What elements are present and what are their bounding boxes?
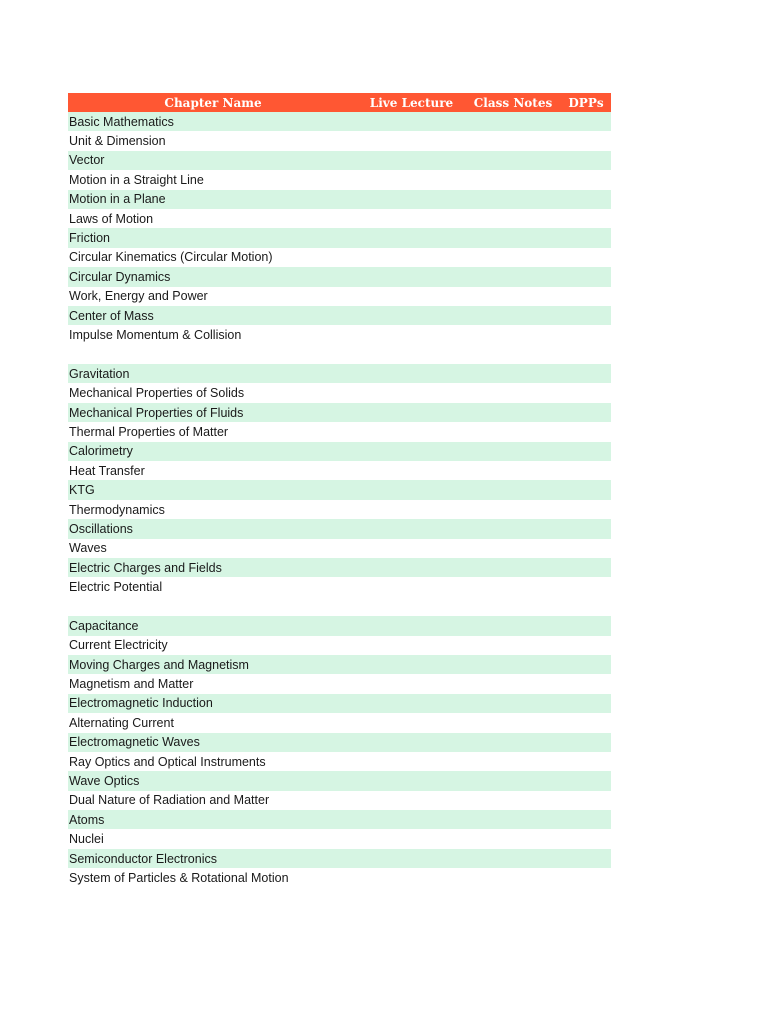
table-row	[68, 209, 611, 228]
chapter-name-cell: Alternating Current	[69, 715, 174, 730]
chapter-name-cell: Semiconductor Electronics	[69, 851, 217, 866]
chapter-name-cell: Motion in a Plane	[69, 192, 166, 207]
chapter-name-cell: Laws of Motion	[69, 211, 154, 226]
chapter-name-cell: Electromagnetic Waves	[69, 735, 200, 750]
table-row	[68, 791, 611, 810]
table-row	[68, 519, 611, 538]
header-chapter-name: Chapter Name	[164, 95, 262, 110]
table-row	[68, 287, 611, 306]
table-row	[68, 442, 611, 461]
table-row	[68, 674, 611, 693]
table-row	[68, 112, 611, 131]
table-row	[68, 713, 611, 732]
table-row	[68, 810, 611, 829]
chapter-name-cell: Ray Optics and Optical Instruments	[69, 754, 266, 769]
table-row	[68, 868, 611, 887]
chapter-name-cell: Circular Kinematics (Circular Motion)	[69, 250, 273, 265]
table-row	[68, 267, 611, 286]
chapter-name-cell: Mechanical Properties of Solids	[69, 386, 245, 401]
chapter-name-cell: Thermodynamics	[69, 502, 165, 517]
chapter-name-cell: Wave Optics	[69, 773, 140, 788]
header-class-notes: Class Notes	[473, 95, 553, 110]
table-row	[68, 694, 611, 713]
table-row	[68, 190, 611, 209]
table-row	[68, 636, 611, 655]
table-row	[68, 558, 611, 577]
table-row	[68, 461, 611, 480]
table-row	[68, 616, 611, 635]
table-row	[68, 500, 611, 519]
chapter-name-cell: Magnetism and Matter	[69, 677, 194, 692]
chapter-name-cell: Dual Nature of Radiation and Matter	[69, 793, 270, 808]
table-row	[68, 131, 611, 150]
table-row	[68, 539, 611, 558]
chapter-name-cell: Center of Mass	[69, 308, 154, 323]
table-row	[68, 422, 611, 441]
table-row	[68, 849, 611, 868]
table-row	[68, 577, 611, 596]
chapter-name-cell: Calorimetry	[69, 444, 133, 459]
chapter-name-cell: Moving Charges and Magnetism	[69, 657, 249, 672]
table-body	[68, 112, 611, 888]
chapter-name-cell: Heat Transfer	[69, 463, 145, 478]
chapter-name-cell: Waves	[69, 541, 107, 556]
chapter-name-cell: System of Particles & Rotational Motion	[69, 870, 289, 885]
table-row	[68, 383, 611, 402]
chapter-name-cell: Current Electricity	[69, 638, 168, 653]
table-row-empty	[68, 597, 611, 616]
chapter-name-cell: Motion in a Straight Line	[69, 172, 204, 187]
table-row	[68, 752, 611, 771]
table-row	[68, 480, 611, 499]
chapter-name-cell: Friction	[69, 231, 110, 246]
table-row	[68, 325, 611, 344]
header-live-lecture: Live Lecture	[369, 95, 454, 110]
chapter-name-cell: Unit & Dimension	[69, 134, 166, 149]
chapter-name-cell: Thermal Properties of Matter	[69, 424, 229, 439]
chapter-name-cell: KTG	[69, 483, 95, 498]
chapter-name-cell: Electric Charges and Fields	[69, 560, 222, 575]
table-row	[68, 248, 611, 267]
table-row	[68, 151, 611, 170]
table-row	[68, 771, 611, 790]
chapter-name-cell: Electromagnetic Induction	[69, 696, 213, 711]
chapter-name-cell: Basic Mathematics	[69, 114, 174, 129]
table-row	[68, 170, 611, 189]
table-row	[68, 403, 611, 422]
table-header-row	[68, 93, 611, 112]
table-row	[68, 364, 611, 383]
chapter-name-cell: Capacitance	[69, 618, 139, 633]
chapter-name-cell: Atoms	[69, 812, 105, 827]
table-row	[68, 228, 611, 247]
chapter-name-cell: Work, Energy and Power	[69, 289, 208, 304]
chapter-name-cell: Vector	[69, 153, 105, 168]
chapter-name-cell: Gravitation	[69, 366, 130, 381]
chapter-name-cell: Impulse Momentum & Collision	[69, 327, 242, 342]
chapter-name-cell: Circular Dynamics	[69, 269, 171, 284]
table-row-empty	[68, 345, 611, 364]
header-dpps: DPPs	[568, 95, 604, 110]
chapter-name-cell: Nuclei	[69, 832, 104, 847]
chapter-table	[68, 93, 611, 888]
chapter-name-cell: Mechanical Properties of Fluids	[69, 405, 244, 420]
table-row	[68, 829, 611, 848]
table-row	[68, 733, 611, 752]
chapter-name-cell: Oscillations	[69, 521, 133, 536]
chapter-name-cell: Electric Potential	[69, 580, 163, 595]
table-row	[68, 655, 611, 674]
table-row	[68, 306, 611, 325]
